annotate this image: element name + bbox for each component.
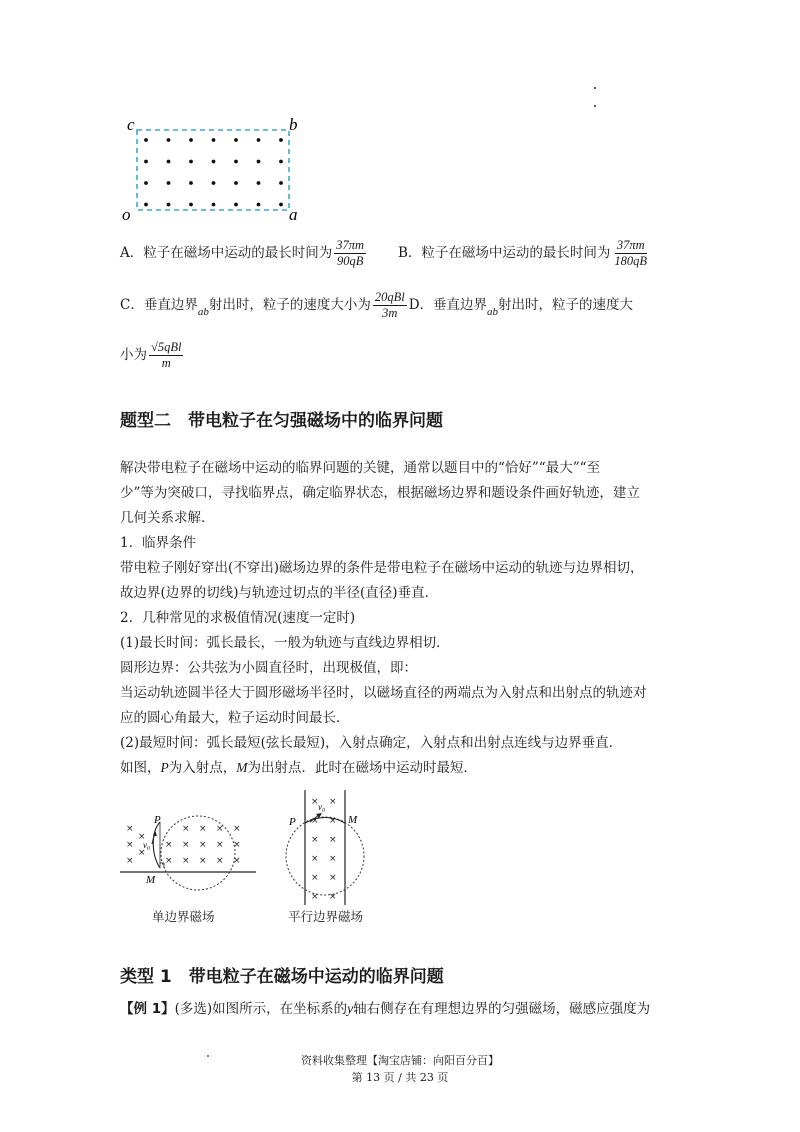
- field-dot: [189, 203, 193, 207]
- paragraph-line: 故边界(边界的切线)与轨迹过切点的半径(直径)垂直．: [120, 585, 439, 601]
- paragraph-line: 应的圆心角最大，粒子运动时间最长．: [120, 710, 350, 726]
- label-v0: v₀: [318, 802, 326, 812]
- option-a-text: A．粒子在磁场中运动的最长时间为: [120, 245, 333, 261]
- field-cross: ×: [329, 873, 337, 883]
- option-d-denominator: m: [161, 356, 171, 370]
- corner-label-a: a: [289, 205, 298, 224]
- field-cross: ×: [165, 840, 173, 850]
- example-tag: 【例 1】: [120, 1001, 175, 1017]
- field-cross: ×: [138, 848, 146, 858]
- paragraph-line: 少”等为突破口，寻找临界点，确定临界状态，根据磁场边界和题设条件画好轨迹，建立: [120, 485, 640, 501]
- field-cross: ×: [199, 824, 207, 834]
- figure-single-boundary: [118, 806, 258, 902]
- field-cross: ×: [329, 816, 337, 826]
- option-b-denominator: 180qB: [614, 254, 648, 268]
- text-run: 轴右侧存在有理想边界的匀强磁场，磁感应强度为: [353, 1001, 651, 1017]
- field-dot: [167, 160, 171, 164]
- label-p: P: [160, 760, 169, 775]
- field-dot: [234, 181, 238, 185]
- text-run: (多选)如图所示，在坐标系的: [174, 1001, 348, 1017]
- list-item-1: 1．临界条件: [120, 535, 197, 551]
- option-d-line2-text: 小为: [120, 347, 147, 363]
- field-dot: [212, 160, 216, 164]
- label-m: M: [348, 814, 358, 826]
- field-cross: ×: [199, 856, 207, 866]
- field-dot: [144, 203, 148, 207]
- field-dot: [279, 181, 283, 185]
- label-v0: v₀: [143, 840, 151, 850]
- field-cross: ×: [182, 840, 190, 850]
- field-cross: ×: [165, 856, 173, 866]
- paragraph-line: (2)最短时间：弧长最短(弦长最短)，入射点确定，入射点和出射点连线与边界垂直．: [120, 735, 623, 751]
- field-dot: [144, 181, 148, 185]
- field-dot: [167, 138, 171, 142]
- corner-label-o: o: [122, 205, 131, 224]
- field-dot: [189, 181, 193, 185]
- field-cross: ×: [329, 797, 337, 807]
- field-cross: ×: [126, 856, 134, 866]
- option-c-denominator: 3m: [382, 306, 398, 320]
- field-dot: [212, 203, 216, 207]
- option-b-text: B．粒子在磁场中运动的最长时间为: [398, 245, 611, 261]
- section-heading-3: 类型 1 带电粒子在磁场中运动的临界问题: [120, 967, 444, 987]
- figure-caption-right: 平行边界磁场: [288, 909, 364, 924]
- section-heading-2: 题型二 带电粒子在匀强磁场中的临界问题: [120, 411, 443, 431]
- paragraph-line: 解决带电粒子在磁场中运动的临界问题的关键，通常以题目中的“恰好”“最大”“至: [120, 460, 601, 476]
- footer-page-number: 第 13 页 / 共 23 页: [351, 1071, 449, 1084]
- field-dot: [234, 138, 238, 142]
- page-speck: [594, 105, 596, 107]
- field-boundary: [137, 130, 289, 210]
- field-cross: ×: [233, 840, 241, 850]
- label-p: P: [289, 816, 296, 828]
- field-dot: [257, 138, 261, 142]
- field-cross: ×: [233, 824, 241, 834]
- paragraph-line: 几何关系求解．: [120, 510, 215, 526]
- field-dot: [279, 203, 283, 207]
- paragraph-line: 圆形边界：公共弦为小圆直径时，出现极值，即：: [120, 660, 417, 676]
- figure-parallel-boundary: [282, 790, 372, 908]
- field-dot: [189, 160, 193, 164]
- paragraph-line: [120, 758, 477, 778]
- option-b-fraction: [612, 238, 649, 269]
- field-cross: ×: [311, 854, 319, 864]
- option-d-text: D．垂直边界: [408, 297, 488, 313]
- option-a-denominator: 90qB: [336, 254, 364, 268]
- option-a: [120, 238, 368, 269]
- text-run: 如图，: [120, 760, 161, 776]
- field-cross: ×: [126, 824, 134, 834]
- paragraph-line: 带电粒子刚好穿出(不穿出)磁场边界的条件是带电粒子在磁场中运动的轨迹与边界相切，: [120, 560, 644, 576]
- field-cross: ×: [311, 816, 319, 826]
- text-run: 为出射点．此时在磁场中运动时最短．: [247, 760, 477, 776]
- field-cross: ×: [311, 797, 319, 807]
- paragraph-line: (1)最长时间：弧长最长，一般为轨迹与直线边界相切．: [120, 635, 450, 651]
- field-dot: [189, 138, 193, 142]
- field-dot: [257, 160, 261, 164]
- option-c-numerator: 20qBl: [374, 290, 405, 304]
- option-c-d: [120, 290, 633, 321]
- field-dot: [144, 138, 148, 142]
- single-boundary-diagram: [118, 806, 258, 902]
- field-dot: [167, 181, 171, 185]
- option-c-sub: ab: [197, 306, 209, 318]
- parallel-boundary-diagram: [282, 790, 372, 908]
- list-item-2: 2．几种常见的求极值情况(速度一定时): [120, 610, 356, 626]
- magnetic-field-dots: [144, 138, 283, 206]
- field-cross: ×: [138, 832, 146, 842]
- corner-label-c: c: [127, 115, 135, 134]
- option-c-text: C．垂直边界: [120, 297, 198, 313]
- option-d-numerator: √5qBl: [151, 340, 182, 354]
- figure-rectangle-field: [118, 112, 318, 224]
- option-b-numerator: 37πm: [616, 238, 645, 252]
- page-speck: [594, 87, 596, 89]
- label-m: M: [236, 760, 248, 775]
- text-run: 为入射点，: [168, 760, 237, 776]
- option-d-line2: [120, 340, 185, 371]
- field-dot: [257, 181, 261, 185]
- field-cross: ×: [233, 856, 241, 866]
- field-crosses: [311, 797, 337, 902]
- field-dot: [279, 160, 283, 164]
- footer-source: 资料收集整理【淘宝店铺：向阳百分百】: [301, 1054, 499, 1067]
- field-cross: ×: [311, 835, 319, 845]
- dashed-circle: [161, 816, 235, 890]
- field-dot: [257, 203, 261, 207]
- field-dot: [212, 138, 216, 142]
- field-cross: ×: [311, 892, 319, 902]
- trajectory-arc: [153, 822, 160, 868]
- field-cross: ×: [126, 840, 134, 850]
- corner-label-b: b: [289, 115, 298, 134]
- field-dot: [167, 203, 171, 207]
- label-p: P: [154, 814, 161, 826]
- field-dot: [144, 160, 148, 164]
- dashed-circle: [286, 817, 364, 895]
- label-m: M: [146, 874, 156, 886]
- field-cross: ×: [216, 840, 224, 850]
- field-cross: ×: [199, 840, 207, 850]
- field-dot: [212, 181, 216, 185]
- paragraph-line: 当运动轨迹圆半径大于圆形磁场半径时，以磁场直径的两端点为入射点和出射点的轨迹对: [120, 685, 647, 701]
- field-cross: ×: [216, 824, 224, 834]
- field-cross: ×: [329, 835, 337, 845]
- field-dot: [234, 203, 238, 207]
- field-dot: [279, 138, 283, 142]
- option-a-fraction: [334, 238, 366, 269]
- rectangle-field-diagram: [118, 112, 318, 224]
- label-y: y: [347, 1001, 354, 1016]
- field-cross: ×: [329, 854, 337, 864]
- arrow-head: [153, 830, 157, 836]
- option-d-mid: 射出时，粒子的速度大: [498, 297, 634, 313]
- option-b: [398, 238, 651, 269]
- option-d-sub: ab: [487, 306, 499, 318]
- example-1: [120, 999, 650, 1019]
- field-cross: ×: [216, 856, 224, 866]
- option-a-numerator: 37πm: [336, 238, 365, 252]
- field-dot: [234, 160, 238, 164]
- field-cross: ×: [182, 824, 190, 834]
- option-c-mid: 射出时，粒子的速度大小为: [208, 297, 371, 313]
- field-cross: ×: [329, 892, 337, 902]
- option-d-fraction: [149, 340, 183, 371]
- field-cross: ×: [311, 873, 319, 883]
- field-cross: ×: [182, 856, 190, 866]
- figure-caption-left: 单边界磁场: [152, 909, 215, 924]
- option-c-fraction: [373, 290, 407, 321]
